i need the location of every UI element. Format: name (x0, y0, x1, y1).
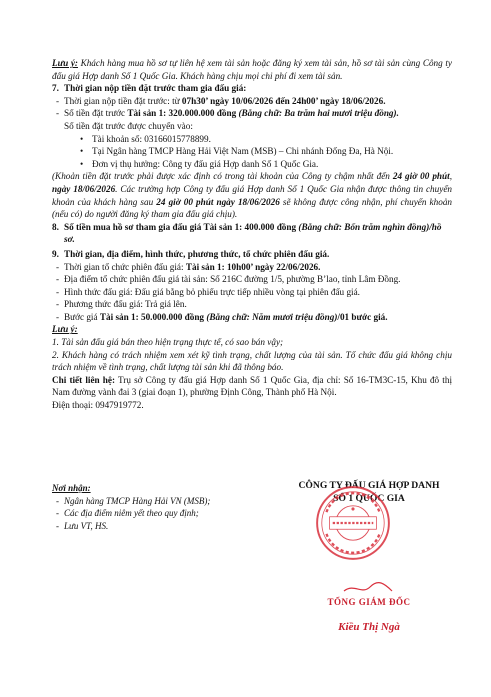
deposit-note-bold: 24 giờ 00 phút ngày 18/06/2026 (156, 196, 280, 207)
dash-icon: - (56, 311, 60, 322)
bid-step-value: Tài sản 1: 50.000.000 đồng (99, 311, 205, 322)
dash-icon: - (56, 95, 60, 106)
note-top (52, 57, 452, 82)
section-9-title: Thời gian, địa điểm, hình thức, phương thức, tổ chức phiên đấu giá. (64, 248, 330, 259)
document-body (52, 0, 453, 633)
bank-name-text: Tại Ngân hàng TMCP Hàng Hải Việt Nam (MSB) – Chi nhánh Đống Đa, Hà Nội. (92, 146, 394, 157)
deposit-amount-label: Số tiền đặt trước (64, 108, 128, 119)
auction-method-text: Phương thức đấu giá: Trả giá lên. (64, 299, 187, 310)
dash-icon: - (56, 108, 60, 119)
org-name-line-1: CÔNG TY ĐẤU GIÁ HỢP DANH (298, 480, 440, 491)
deposit-note-part: , (449, 171, 452, 182)
recipient-text: Lưu VT, HS. (64, 520, 109, 531)
section-7-title: Thời gian nộp tiền đặt trước tham gia đấu giá: (64, 83, 247, 94)
deposit-note-bold: ngày 18/06/2026 (52, 183, 116, 194)
section-8 (52, 221, 452, 246)
contact-phone: Điện thoại: 0947919772. (52, 400, 144, 411)
deposit-period-label: Thời gian nộp tiền đặt trước: từ (64, 95, 182, 106)
deposit-amount-words: (Bằng chữ: Ba trăm hai mươi triệu đồng). (236, 108, 399, 119)
bid-step-label: Bước giá (64, 311, 100, 322)
deposit-note-part: . Các trường hợp Công ty đấu giá Hợp danh Số 1 Quốc Gia nhận được thông tin chuyển khoản của khách hàng sau (52, 183, 452, 207)
dash-icon: - (56, 520, 59, 531)
auction-form-line (52, 286, 452, 299)
contact-details (52, 374, 452, 399)
auction-time-value: Tài sản 1: 10h00’ ngày 22/06/2026. (185, 261, 321, 272)
bank-account-item (80, 133, 452, 146)
deposit-amount-value: Tài sản 1: 320.000.000 đồng (127, 108, 237, 119)
note-2-item-1: 1. Tài sản đấu giá bán theo hiện trạng thực tế, có sao bán vậy; (52, 337, 284, 348)
dash-icon: - (56, 261, 60, 272)
signer-name: Kiều Thị Ngà (338, 621, 400, 633)
section-7-number: 7. (52, 83, 59, 94)
section-7-line-2 (52, 107, 452, 120)
auction-location-line (52, 273, 452, 286)
bid-step-line (52, 311, 452, 324)
auction-method-line (52, 298, 452, 311)
dash-icon: - (56, 274, 60, 285)
note-2-item-2: 2. Khách hàng có trách nhiệm xem xét kỹ tình trạng, chất lượng của tài sản. Tổ chức đấu giá không chịu trách nhiệm về tình trạng, chất lượng tài sản khi đã thông báo. (52, 349, 452, 373)
deposit-note (52, 170, 452, 220)
bullet-icon: • (80, 158, 84, 169)
recipient-item (52, 507, 262, 520)
signature-block (274, 480, 464, 633)
recipient-item (52, 495, 262, 508)
section-9-heading (52, 248, 452, 261)
contact-label: Chi tiết liên hệ: (52, 374, 116, 385)
dash-icon: - (56, 299, 60, 310)
note-top-label: Lưu ý: (52, 58, 78, 68)
section-9-number: 9. (52, 248, 59, 259)
dossier-fee-words: (Bằng chữ: Bốn trăm nghìn đồng)/hồ sơ. (64, 221, 442, 245)
recipient-text: Ngân hàng TMCP Hàng Hải VN (MSB); (64, 495, 211, 506)
auction-location-text: Địa điểm tổ chức phiên đấu giá tài sản: Số 216C đường 1/5, phường B’lao, tỉnh Lâm Đồng. (64, 274, 401, 285)
bank-name-item (80, 145, 452, 158)
recipient-text: Các địa điểm niêm yết theo quy định; (64, 508, 199, 519)
beneficiary-item (80, 158, 452, 171)
contact-text: Trụ sở Công ty đấu giá Hợp danh Số 1 Quốc Gia, địa chỉ: Số 16-TM3C-15, Khu đô thị Nam đường vành đai 3 (giai đoạn 1), phường Định Công, Thành phố Hà Nội. (52, 374, 452, 398)
bid-step-words: (Bằng chữ: Năm mươi triệu đồng) (204, 311, 338, 322)
deposit-note-part: (Khoản tiền đặt trước phải được xác định có trong tài khoản của Công ty chậm nhất đến (52, 171, 393, 182)
dash-icon: - (56, 286, 60, 297)
org-name-line-2: SỐ 1 QUỐC GIA (333, 492, 405, 504)
dossier-fee: Số tiền mua hồ sơ tham gia đấu giá Tài sản 1: 400.000 đồng (64, 221, 297, 232)
note-top-text: Khách hàng mua hồ sơ tự liên hệ xem tài sản hoặc đăng ký xem tài sản, hồ sơ tài sản cùng Công ty đấu giá Hợp danh Số 1 Quốc Gia. Khách hàng chịu mọi chi phí đi xem tài sản. (52, 58, 452, 81)
note-2-label: Lưu ý: (52, 324, 78, 335)
auction-form-text: Hình thức đấu giá: Đấu giá bằng bỏ phiếu trực tiếp nhiều vòng tại phiên đấu giá. (64, 286, 360, 297)
deposit-note-part: sẽ không được công nhận, phí chuyển khoản (nếu có) do người đăng ký tham gia đấu giá chịu). (52, 196, 453, 220)
dash-icon: - (56, 508, 59, 519)
handwritten-signature-icon (274, 581, 464, 595)
section-7-heading (52, 82, 452, 95)
company-seal-icon (314, 484, 392, 562)
recipient-item (52, 520, 262, 533)
deposit-transfer-label: Số tiền đặt trước được chuyển vào: (64, 120, 193, 131)
deposit-note-bold: 24 giờ 00 phút (392, 171, 450, 182)
bid-step-tail: /01 bước giá. (337, 311, 388, 322)
recipients-block (52, 482, 262, 532)
section-8-number: 8. (52, 221, 59, 232)
bullet-icon: • (80, 146, 84, 157)
dash-icon: - (56, 495, 59, 506)
auction-time-label: Thời gian tổ chức phiên đấu giá: (64, 261, 186, 272)
section-7-line-1 (52, 95, 452, 108)
bank-account-text: Tài khoản số: 03166015778899. (92, 133, 211, 144)
deposit-period-value: 07h30’ ngày 10/06/2026 đến 24h00’ ngày 18/06/2026. (181, 95, 386, 106)
signer-role: TỔNG GIÁM ĐỐC (327, 597, 411, 607)
beneficiary-text: Đơn vị thụ hưởng: Công ty đấu giá Hợp danh Số 1 Quốc Gia. (92, 158, 319, 169)
auction-time-line (52, 261, 452, 274)
bullet-icon: • (80, 133, 84, 144)
recipients-label: Nơi nhận: (52, 483, 91, 493)
